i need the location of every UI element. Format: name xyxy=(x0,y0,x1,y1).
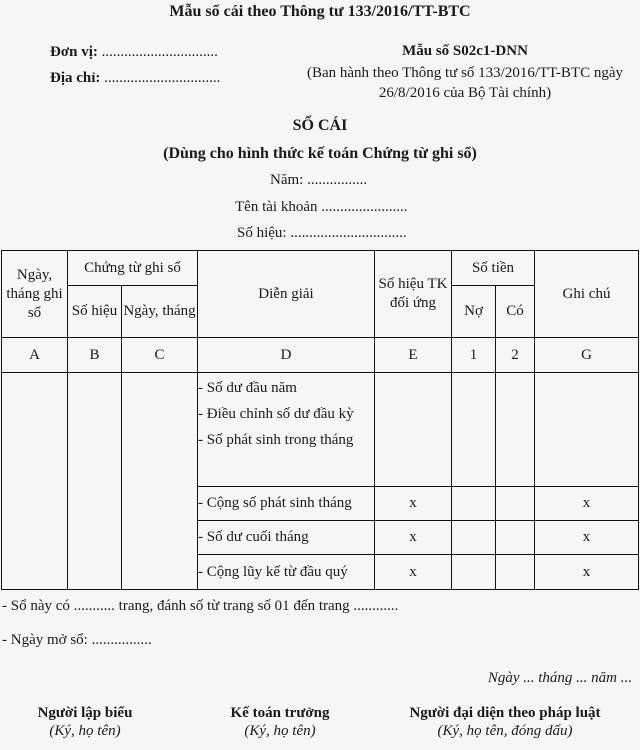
summary-debit xyxy=(452,487,496,521)
unit-line xyxy=(50,44,218,61)
summary-counter-account: x xyxy=(375,521,452,555)
header-notes: Ghi chú xyxy=(535,251,639,338)
code-a: A xyxy=(2,338,68,373)
summary-counter-account: x xyxy=(375,487,452,521)
opening-credit xyxy=(496,373,535,487)
year-line: Năm: ................ xyxy=(270,172,368,188)
signature-hint: (Ký, họ tên) xyxy=(244,723,316,739)
summary-notes: x xyxy=(535,487,639,521)
column-code-row xyxy=(2,338,639,373)
form-code: Mẫu số S02c1-DNN xyxy=(402,43,528,59)
document-title: Mẫu sổ cái theo Thông tư 133/2016/TT-BTC xyxy=(169,3,471,20)
header-credit: Có xyxy=(496,286,535,338)
summary-description: - Cộng số phát sinh tháng xyxy=(198,487,375,521)
code-g: G xyxy=(535,338,639,373)
header-debit: Nợ xyxy=(452,286,496,338)
open-date-note: - Ngày mở sổ: ................ xyxy=(2,632,152,648)
opening-row xyxy=(2,373,639,487)
unit-value: ............................... xyxy=(97,44,218,60)
header-voucher-date: Ngày, tháng xyxy=(122,286,198,338)
header-row-1 xyxy=(2,251,639,286)
code-2: 2 xyxy=(496,338,535,373)
cell-date-recorded xyxy=(2,373,68,590)
summary-description: - Số dư cuối tháng xyxy=(198,521,375,555)
summary-credit xyxy=(496,487,535,521)
address-value: ............................... xyxy=(100,70,221,86)
opening-line: - Số phát sinh trong tháng xyxy=(198,432,354,448)
pages-note: - Sổ này có ........... trang, đánh số từ trang số 01 đến trang ............ xyxy=(2,598,399,614)
signature-preparer xyxy=(20,704,150,740)
summary-description: - Cộng lũy kế từ đầu quý xyxy=(198,555,375,590)
header-counter-account: Số hiệu TK đối ứng xyxy=(375,251,452,338)
signature-chief-accountant xyxy=(215,704,345,740)
summary-counter-account: x xyxy=(375,555,452,590)
header-voucher-group: Chứng từ ghi sổ xyxy=(68,251,198,286)
address-label: Địa chỉ: xyxy=(50,70,101,86)
header-amount-group: Số tiền xyxy=(452,251,535,286)
signature-title: Người lập biểu xyxy=(37,705,133,721)
summary-credit xyxy=(496,555,535,590)
signature-legal-representative xyxy=(385,704,625,740)
cell-voucher-date xyxy=(122,373,198,590)
code-1: 1 xyxy=(452,338,496,373)
signature-hint: (Ký, họ tên, đóng dấu) xyxy=(437,723,573,739)
opening-description xyxy=(198,373,375,487)
opening-line: - Số dư đầu năm xyxy=(198,380,297,396)
summary-debit xyxy=(452,521,496,555)
header-voucher-number: Số hiệu xyxy=(68,286,122,338)
code-e: E xyxy=(375,338,452,373)
signature-title: Kế toán trưởng xyxy=(230,705,330,721)
summary-notes: x xyxy=(535,521,639,555)
opening-notes xyxy=(535,373,639,487)
code-c: C xyxy=(122,338,198,373)
opening-line: - Điều chỉnh số dư đầu kỳ xyxy=(198,406,354,422)
account-code-line: Số hiệu: ............................... xyxy=(237,225,407,241)
summary-credit xyxy=(496,521,535,555)
code-d: D xyxy=(198,338,375,373)
ledger-table xyxy=(1,250,639,590)
summary-debit xyxy=(452,555,496,590)
address-line xyxy=(50,70,220,87)
account-name-line: Tên tài khoản ....................... xyxy=(235,199,408,215)
signature-title: Người đại diện theo pháp luật xyxy=(409,705,601,721)
summary-notes: x xyxy=(535,555,639,590)
code-b: B xyxy=(68,338,122,373)
book-subtitle: (Dùng cho hình thức kế toán Chứng từ ghi sổ) xyxy=(163,145,477,162)
header-date-recorded: Ngày, tháng ghi sổ xyxy=(2,251,68,338)
cell-voucher-number xyxy=(68,373,122,590)
signature-hint: (Ký, họ tên) xyxy=(49,723,121,739)
header-description: Diễn giải xyxy=(198,251,375,338)
unit-label: Đơn vị: xyxy=(50,44,98,60)
opening-counter-account xyxy=(375,373,452,487)
form-issued-note: (Ban hành theo Thông tư số 133/2016/TT-BTC ngày 26/8/2016 của Bộ Tài chính) xyxy=(306,65,624,101)
book-title: SỔ CÁI xyxy=(292,117,348,134)
sign-date-line: Ngày ... tháng ... năm ... xyxy=(487,670,632,686)
opening-debit xyxy=(452,373,496,487)
